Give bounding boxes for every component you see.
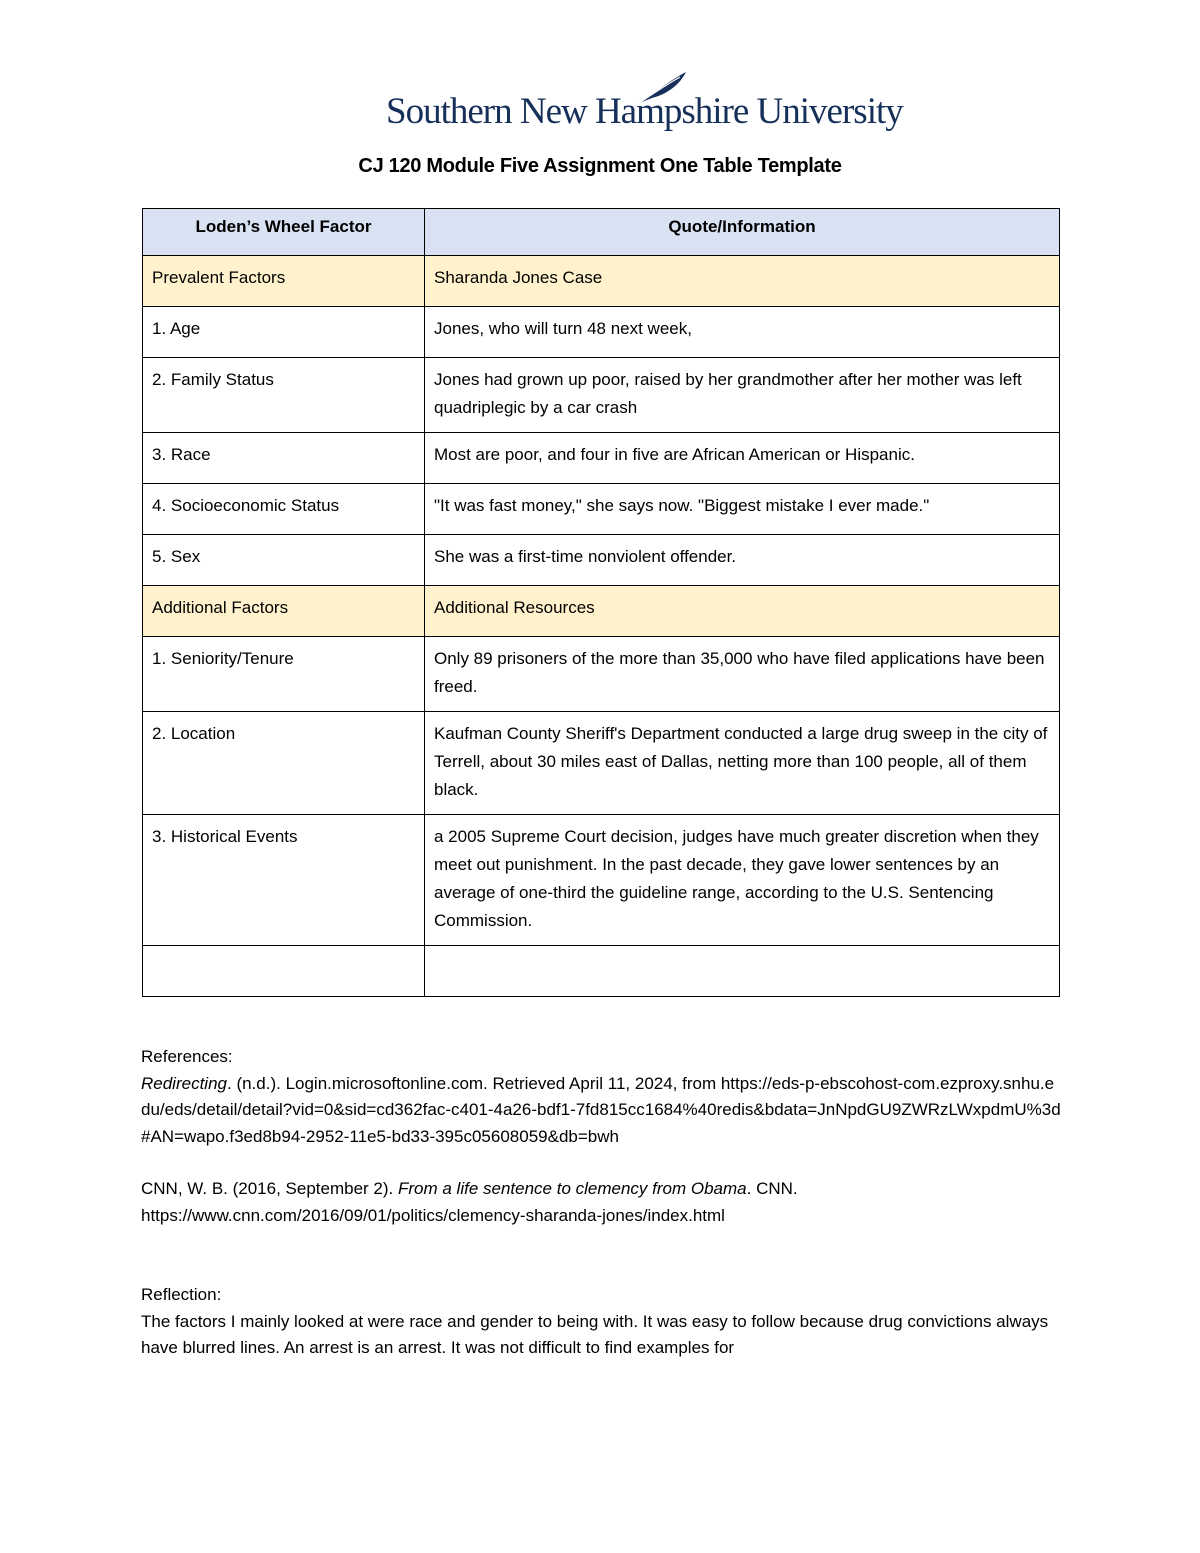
reflection-text: The factors I mainly looked at were race and gender to being with. It was easy to follow because drug convictions always have blurred lines. An arrest is an arrest. It was not difficult to find examples for	[141, 1311, 1049, 1357]
table-row	[143, 815, 1060, 946]
reference-entry	[141, 1071, 1061, 1151]
factor-cell: 2. Location	[143, 712, 425, 815]
info-cell: Kaufman County Sheriff's Department conducted a large drug sweep in the city of Terrell, about 30 miles east of Dallas, netting more than 100 people, all of them black.	[425, 712, 1060, 815]
info-cell: Sharanda Jones Case	[425, 256, 1060, 307]
logo-text: Southern New Hampshire University	[386, 91, 903, 132]
factor-cell: 1. Age	[143, 307, 425, 358]
info-cell	[425, 946, 1060, 997]
table-row	[143, 307, 1060, 358]
table-row	[143, 712, 1060, 815]
factor-cell: 3. Historical Events	[143, 815, 425, 946]
factor-cell: 4. Socioeconomic Status	[143, 484, 425, 535]
university-logo	[386, 70, 903, 136]
empty-row	[143, 946, 1060, 997]
lodens-wheel-table	[142, 208, 1060, 997]
references-label: References:	[141, 1047, 233, 1066]
table-row	[143, 433, 1060, 484]
column-header-quote: Quote/Information	[425, 209, 1060, 256]
reference-source: . CNN.	[746, 1179, 798, 1198]
table-header-row	[143, 209, 1060, 256]
reference-author: CNN, W. B. (2016, September 2).	[141, 1179, 398, 1198]
references-section	[141, 1044, 1061, 1362]
factor-cell: Additional Factors	[143, 586, 425, 637]
info-cell: Jones had grown up poor, raised by her grandmother after her mother was left quadriplegic by a car crash	[425, 358, 1060, 433]
section-row	[143, 256, 1060, 307]
reference-title: Redirecting	[141, 1073, 227, 1093]
info-cell: Most are poor, and four in five are African American or Hispanic.	[425, 433, 1060, 484]
factor-cell: 2. Family Status	[143, 358, 425, 433]
column-header-factor: Loden’s Wheel Factor	[143, 209, 425, 256]
document-title: CJ 120 Module Five Assignment One Table Template	[358, 155, 842, 177]
factor-cell: 1. Seniority/Tenure	[143, 637, 425, 712]
info-cell: "It was fast money," she says now. "Biggest mistake I ever made."	[425, 484, 1060, 535]
info-cell: a 2005 Supreme Court decision, judges have much greater discretion when they meet out punishment. In the past decade, they gave lower sentences by an average of one-third the guideline range, according to the U.S. Sentencing Commission.	[425, 815, 1060, 946]
reference-title: From a life sentence to clemency from Obama	[397, 1179, 747, 1198]
info-cell: Additional Resources	[425, 586, 1060, 637]
reference-entry	[141, 1176, 1061, 1203]
reference-details: . (n.d.). Login.microsoftonline.com. Retrieved April 11, 2024, from https://eds-p-ebscohost-com.ezproxy.snhu.edu/eds/detail/detail?vid=0&sid=cd362fac-c401-4a26-bdf1-7fd815cc1684%40redis&bdata=JnNpdGU9ZWRzLWxpdmU%3d#AN=wapo.f3ed8b94-2952-11e5-bd33-395c05608059&db=bwh	[141, 1073, 1061, 1146]
info-cell: Only 89 prisoners of the more than 35,000 who have filed applications have been freed.	[425, 637, 1060, 712]
factor-cell: Prevalent Factors	[143, 256, 425, 307]
factor-cell: 3. Race	[143, 433, 425, 484]
table-row	[143, 535, 1060, 586]
factor-cell	[143, 946, 425, 997]
reflection-label: Reflection:	[141, 1285, 222, 1304]
section-row	[143, 586, 1060, 637]
info-cell: Jones, who will turn 48 next week,	[425, 307, 1060, 358]
table-row	[143, 358, 1060, 433]
factor-cell: 5. Sex	[143, 535, 425, 586]
info-cell: She was a first-time nonviolent offender.	[425, 535, 1060, 586]
reference-url: https://www.cnn.com/2016/09/01/politics/clemency-sharanda-jones/index.html	[141, 1205, 725, 1225]
table-row	[143, 637, 1060, 712]
table-row	[143, 484, 1060, 535]
